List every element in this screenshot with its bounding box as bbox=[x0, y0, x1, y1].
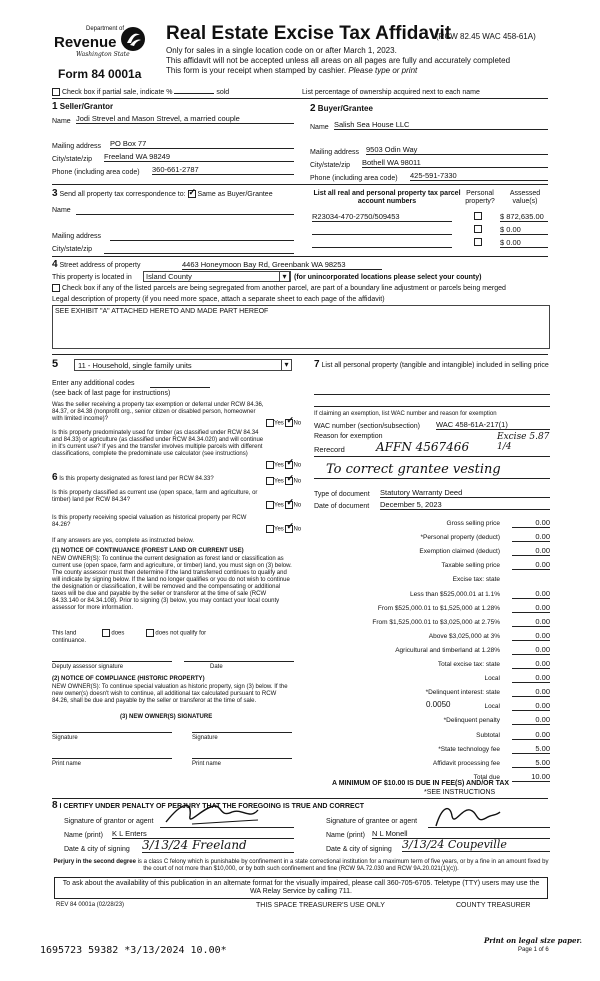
tax-row-label: From $525,000.01 to $1,525,000 at 1.28% bbox=[377, 604, 500, 612]
seller-phone-label: Phone (including area code) bbox=[52, 169, 140, 176]
perjury-bold: Perjury in the second degree bbox=[53, 859, 136, 865]
buyer-mail-field[interactable]: 9503 Odin Way bbox=[366, 145, 548, 155]
sec6-q2-no-checkbox[interactable] bbox=[285, 501, 293, 509]
sec6-q2-answers bbox=[266, 501, 301, 510]
county-select-value: Island County bbox=[146, 272, 192, 281]
notice1-body: NEW OWNER(S): To continue the current designation as forest land or classification as current use (open space, farm and agriculture, or timber) land, you must sign on (3) below. The county assessor must then determine if the land transferred continues to qualify and will indicate by signing below. If the land no longer qualifies or you do not wish to continue the designation or classification, it will be removed and the compensating or additional taxes will be due and payable by the seller or transferor at the time of sale (RCW 84.33.140 or 84.34.108). Prior to signing (3) below, you may contact your local county assessor for more information. bbox=[52, 556, 292, 611]
buyer-city-field[interactable]: Bothell WA 98011 bbox=[362, 158, 548, 168]
does-not-checkbox[interactable] bbox=[146, 629, 154, 637]
list-percentage-note: List percentage of ownership acquired next to each name bbox=[302, 89, 480, 96]
owner-signature-label-2: Signature bbox=[192, 735, 218, 741]
owner-signature-label-1: Signature bbox=[52, 735, 78, 741]
tax-row-label: *Delinquent interest: state bbox=[425, 689, 500, 697]
sec6-q3-answers bbox=[266, 525, 301, 534]
buyer-heading-no: 2 bbox=[310, 103, 316, 114]
sec7-heading bbox=[314, 361, 550, 370]
buyer-heading-text: Buyer/Grantee bbox=[317, 104, 373, 113]
tax-row-value[interactable]: 0.00 bbox=[512, 560, 550, 570]
sec4-street-label: Street address of property bbox=[59, 262, 141, 269]
yes-label: Yes bbox=[274, 526, 284, 533]
parcel-col-assessed: Assessed value(s) bbox=[509, 190, 541, 205]
header-line3-italic: Please type or print bbox=[348, 66, 418, 75]
no-label: No bbox=[293, 526, 302, 533]
tax-row-value[interactable]: 0.00 bbox=[512, 518, 550, 528]
legal-description-label: Legal description of property (if you need more space, attach a separate sheet to each page of the affidavit) bbox=[52, 296, 385, 303]
parcel-account-1[interactable] bbox=[312, 225, 452, 235]
buyer-phone-label: Phone (including area code) bbox=[310, 175, 398, 182]
legal-paper-note: Print on legal size paper. bbox=[484, 936, 582, 945]
land-use-select[interactable] bbox=[74, 359, 292, 371]
sec5-q2: Is this property predominately used for timber (as classified under RCW 84.34 and 84.33) or agriculture (as classified under RCW 84.34.020) and will continue in it's current use? If yes and the transfer involves multiple parcels with different classifications, complete the predominate use calculator (see instructions) bbox=[52, 430, 264, 457]
tax-row-value[interactable]: 0.00 bbox=[512, 673, 550, 683]
sec3-city-label: City/state/zip bbox=[52, 246, 93, 253]
tax-row-label: From $1,525,000.01 to $3,025,000 at 2.75% bbox=[372, 618, 500, 626]
personal-property-field-1[interactable] bbox=[314, 386, 550, 395]
grantee-date-label: Date & city of signing bbox=[326, 846, 392, 853]
owner-print-name-label-2: Print name bbox=[192, 761, 222, 767]
sec4-no: 4 bbox=[52, 259, 58, 270]
unincorporated-note: (for unincorporated locations please select your county) bbox=[294, 274, 482, 281]
tax-row-value[interactable]: 0.00 bbox=[512, 532, 550, 542]
does-checkbox[interactable] bbox=[102, 629, 110, 637]
sec6-q2: Is this property classified as current use (open space, farm and agriculture, or timber) land per RCW 84.34? bbox=[52, 490, 258, 503]
tax-row-value[interactable]: 0.00 bbox=[512, 715, 550, 725]
minimum-due-note: A MINIMUM OF $10.00 IS DUE IN FEE(S) AND/OR TAX bbox=[332, 780, 510, 787]
sec3-name-label: Name bbox=[52, 207, 71, 214]
dept-line3: Washington State bbox=[76, 51, 130, 58]
sec6-q1-row bbox=[52, 474, 264, 483]
sec6-if-yes: If any answers are yes, complete as instructed below. bbox=[52, 538, 195, 544]
grantee-signature-label: Signature of grantee or agent bbox=[326, 818, 418, 825]
dept-line2: Revenue bbox=[54, 34, 117, 51]
sec5-no: 5 bbox=[52, 358, 59, 370]
sec5-q1-no-checkbox[interactable] bbox=[285, 419, 293, 427]
alt-format-box bbox=[54, 877, 548, 899]
form-number: Form 84 0001a bbox=[58, 67, 142, 81]
partial-sale-sold: sold bbox=[216, 88, 230, 96]
revision-label: REV 84 0001a (02/28/23) bbox=[56, 902, 125, 908]
perjury-text: is a class C felony which is punishable by confinement in a state correctional institution for a maximum term of five years, or by a fine in an amount fixed by the court of not more than $10,000, or by both such confinement and fine (RCW 9A.72.030 and RCW 9A.20.021(1)(c)). bbox=[137, 859, 549, 872]
tax-row-label: *State technology fee bbox=[438, 745, 500, 753]
sec3-name-field[interactable] bbox=[76, 204, 294, 215]
sec6-q3-no-checkbox[interactable] bbox=[285, 525, 293, 533]
sec5-q2-answers bbox=[266, 461, 301, 470]
grantee-signature[interactable] bbox=[432, 800, 502, 830]
sec6-q2-yes-checkbox[interactable] bbox=[266, 501, 274, 509]
tax-row-value[interactable]: 0.00 bbox=[512, 589, 550, 599]
seller-heading bbox=[52, 102, 113, 111]
seller-name-label: Name bbox=[52, 118, 71, 125]
see-back-note: (see back of last page for instructions) bbox=[52, 390, 171, 397]
header-line2: This affidavit will not be accepted unless all areas on all pages are fully and accurately completed bbox=[166, 56, 511, 65]
parcel-personal-checkbox-2[interactable] bbox=[474, 238, 482, 246]
reason-field[interactable]: Rerecord bbox=[314, 445, 345, 454]
tax-row-label: Local bbox=[484, 703, 500, 711]
same-as-buyer-checkbox[interactable] bbox=[188, 190, 196, 198]
tax-row-label: Less than $525,000.01 at 1.1% bbox=[410, 590, 500, 598]
seller-name-field[interactable]: Jodi Strevel and Mason Strevel, a married couple bbox=[76, 114, 294, 124]
seller-city-label: City/state/zip bbox=[52, 156, 93, 163]
sec6-q3: Is this property receiving special valuation as historical property per RCW 84.26? bbox=[52, 515, 247, 528]
perjury-notice bbox=[52, 859, 550, 873]
notice3-title: (3) NEW OWNER(S) SIGNATURE bbox=[120, 714, 213, 720]
sec6-q1-yes-checkbox[interactable] bbox=[266, 477, 274, 485]
sec7-no: 7 bbox=[314, 359, 320, 370]
grantor-date-label: Date & city of signing bbox=[64, 846, 130, 853]
tax-row-label: Exemption claimed (deduct) bbox=[419, 548, 500, 556]
segregate-row bbox=[52, 284, 552, 293]
tax-row-value[interactable]: 5.00 bbox=[512, 758, 550, 768]
does-label: does bbox=[111, 630, 125, 637]
header-line3-text: This form is your receipt when stamped by cashier. bbox=[166, 66, 347, 75]
yes-label: Yes bbox=[274, 502, 284, 509]
treasurer-use-label: THIS SPACE TREASURER'S USE ONLY bbox=[256, 902, 385, 909]
sec3-mail-field[interactable] bbox=[110, 230, 294, 241]
tax-row-label: *Delinquent penalty bbox=[443, 717, 500, 725]
grantor-signature[interactable] bbox=[162, 798, 262, 828]
tax-row-label: Taxable selling price bbox=[441, 562, 500, 570]
segregate-label: Check box if any of the listed parcels are being segregated from another parcel, are part of a boundary line adjustment or parcels being merged bbox=[61, 284, 506, 292]
tax-row-value[interactable]: 0.00 bbox=[512, 659, 550, 669]
tax-row-label: Affidavit processing fee bbox=[432, 759, 500, 767]
no-label: No bbox=[293, 420, 302, 427]
land-use-select-value: 11 - Household, single family units bbox=[78, 361, 192, 370]
sec3-no: 3 bbox=[52, 188, 58, 199]
handwritten-excise: Excise 5.87 1/4 bbox=[497, 432, 550, 452]
grantor-name-field[interactable]: K L Enters bbox=[112, 829, 294, 839]
sec3-city-field[interactable] bbox=[104, 243, 294, 254]
land-use-dropdown-icon[interactable]: ▾ bbox=[281, 359, 292, 371]
segregate-checkbox[interactable] bbox=[52, 284, 60, 292]
local-rate-value: 0.0050 bbox=[426, 700, 451, 709]
seller-mail-field[interactable]: PO Box 77 bbox=[110, 139, 294, 149]
reason-label: Reason for exemption bbox=[314, 433, 383, 440]
sec6-q3-yes-checkbox[interactable] bbox=[266, 525, 274, 533]
handwritten-correction: To correct grantee vesting bbox=[326, 462, 501, 477]
handwritten-affn: AFFN 4567466 bbox=[376, 440, 470, 454]
no-label: No bbox=[293, 462, 302, 469]
dor-emblem-icon bbox=[120, 26, 146, 52]
notice2-body: NEW OWNER(S): To continue special valuation as historic property, sign (3) below. If the new owner(s) doesn't wish to continue, all additional tax calculated pursuant to RCW 84.26, shall be due and payable by the seller or transferor at the time of sale. bbox=[52, 684, 288, 704]
buyer-name-label: Name bbox=[310, 124, 329, 131]
buyer-name-field[interactable]: Salish Sea House LLC bbox=[334, 120, 548, 130]
continuance-label: continuance. bbox=[52, 638, 87, 644]
grantor-signature-label: Signature of grantor or agent bbox=[64, 818, 154, 825]
alt-format-text: To ask about the availability of this publication in an alternate format for the visually impaired, please call 360-705-6705. Teletype (TTY) users may use the WA Relay Service by calling 711. bbox=[62, 880, 540, 895]
seller-city-field[interactable]: Freeland WA 98249 bbox=[104, 152, 294, 162]
buyer-mail-label: Mailing address bbox=[310, 149, 360, 156]
sec8-no: 8 bbox=[52, 800, 58, 811]
sec7-text: List all personal property (tangible and intangible) included in selling price bbox=[321, 362, 549, 369]
seller-mail-label: Mailing address bbox=[52, 143, 102, 150]
county-treasurer-label: COUNTY TREASURER bbox=[456, 902, 531, 909]
street-address-field[interactable]: 4463 Honeymoon Bay Rd, Greenbank WA 98253 bbox=[182, 260, 382, 270]
tax-row-value[interactable]: 0.00 bbox=[512, 603, 550, 613]
no-label: No bbox=[293, 478, 302, 485]
parcel-account-0[interactable]: R23034-470-2750/509453 bbox=[312, 212, 452, 222]
county-dropdown-icon[interactable]: ▾ bbox=[279, 271, 290, 282]
tax-row-label: Agricultural and timberland at 1.28% bbox=[395, 646, 500, 654]
dept-line1: Department of bbox=[86, 26, 125, 32]
sec3-text: Send all property tax correspondence to: bbox=[59, 191, 186, 198]
see-instructions-note: *SEE INSTRUCTIONS bbox=[424, 789, 496, 796]
legal-description-field[interactable] bbox=[52, 305, 550, 349]
tax-row-value[interactable]: 0.00 bbox=[512, 631, 550, 641]
tax-row-label: Total due bbox=[473, 773, 500, 781]
header-line3 bbox=[166, 66, 417, 75]
additional-codes-field[interactable] bbox=[150, 378, 210, 388]
form-title: Real Estate Excise Tax Affidavit bbox=[166, 23, 452, 44]
yes-label: Yes bbox=[274, 478, 284, 485]
sec5-q1-answers bbox=[266, 419, 301, 428]
partial-sale-label: Check box if partial sale, indicate % bbox=[61, 88, 173, 96]
seller-heading-no: 1 bbox=[52, 101, 58, 112]
parcel-col-account: List all real and personal property tax parcel account numbers bbox=[313, 190, 461, 205]
owner-print-name-label-1: Print name bbox=[52, 761, 82, 767]
tax-row-value[interactable]: 5.00 bbox=[512, 744, 550, 754]
parcel-col-personal: Personal property? bbox=[465, 190, 495, 205]
grantee-name-field[interactable]: N L Monell bbox=[372, 829, 550, 839]
tax-row-value[interactable]: 0.00 bbox=[512, 546, 550, 556]
deputy-signature-label: Deputy assessor signature bbox=[52, 664, 124, 670]
recording-stamp: 1695723 59382 *3/13/2024 10.00* bbox=[40, 945, 227, 956]
doc-date-label: Date of document bbox=[314, 503, 370, 510]
legal-description-text: SEE EXHIBIT "A" ATTACHED HERETO AND MADE PART HEREOF bbox=[55, 308, 269, 315]
certify-text: I CERTIFY UNDER PENALTY OF PERJURY THAT THE FOREGOING IS TRUE AND CORRECT bbox=[59, 803, 365, 810]
tax-row-label: Local bbox=[484, 675, 500, 683]
continuance-row bbox=[52, 629, 206, 638]
tax-row-value[interactable]: 0.00 bbox=[512, 645, 550, 655]
sec3-mail-label: Mailing address bbox=[52, 233, 102, 240]
tax-row-value[interactable]: 10.00 bbox=[512, 772, 550, 782]
county-select[interactable] bbox=[143, 271, 291, 282]
deputy-date-label: Date bbox=[210, 664, 223, 670]
tax-row-label: Subtotal bbox=[476, 731, 500, 739]
no-label: No bbox=[293, 502, 302, 509]
tax-row-value[interactable]: 0.00 bbox=[512, 701, 550, 711]
sec5-q1-yes-checkbox[interactable] bbox=[266, 419, 274, 427]
sec6-q1: Is this property designated as forest land per RCW 84.33? bbox=[59, 476, 214, 482]
buyer-phone-field[interactable]: 425-591-7330 bbox=[410, 171, 548, 181]
sec5-q1: Was the seller receiving a property tax exemption or deferral under RCW 84.36, 84.37, or 84.38 (nonprofit org., senior citizen or disabled person, homeowner with limited income)? bbox=[52, 402, 264, 422]
personal-property-field-2[interactable] bbox=[314, 398, 550, 407]
sec3-same: Same as Buyer/Grantee bbox=[197, 191, 273, 198]
does-not-label: does not qualify for bbox=[155, 630, 207, 637]
partial-sale-checkbox[interactable] bbox=[52, 88, 60, 96]
grantor-name-label: Name (print) bbox=[64, 832, 103, 839]
located-in-label: This property is located in bbox=[52, 274, 132, 281]
tax-row-label: Excise tax: state bbox=[452, 576, 500, 584]
sec6-q1-answers bbox=[266, 477, 301, 486]
parcel-personal-checkbox-1[interactable] bbox=[474, 225, 482, 233]
tax-row-label: Total excise tax: state bbox=[437, 661, 500, 668]
seller-phone-field[interactable]: 360-661-2787 bbox=[152, 165, 294, 175]
page-number: Page 1 of 6 bbox=[518, 947, 549, 953]
form-citation: (RCW 82.45 WAC 458-61A) bbox=[436, 32, 536, 41]
grantee-date-field[interactable]: 3/13/24 Coupeville bbox=[402, 838, 550, 852]
sec6-q1-no-checkbox[interactable] bbox=[285, 477, 293, 485]
tax-row-label: Above $3,025,000 at 3% bbox=[428, 632, 500, 640]
sec5-q2-yes-checkbox[interactable] bbox=[266, 461, 274, 469]
tax-row-label: *Personal property (deduct) bbox=[420, 534, 500, 542]
doc-date-field[interactable]: December 5, 2023 bbox=[380, 500, 550, 510]
tax-row-label: Gross selling price bbox=[446, 520, 500, 527]
tax-row-value[interactable]: 0.00 bbox=[512, 617, 550, 627]
sec6-no: 6 bbox=[52, 472, 58, 483]
exemption-claim-note: If claiming an exemption, list WAC number and reason for exemption bbox=[314, 411, 497, 417]
partial-sale-row bbox=[52, 88, 229, 97]
parcel-value-2[interactable]: $ 0.00 bbox=[500, 238, 548, 248]
buyer-city-label: City/state/zip bbox=[310, 162, 351, 169]
header-line1: Only for sales in a single location code on or after March 1, 2023. bbox=[166, 46, 397, 55]
yes-label: Yes bbox=[274, 420, 284, 427]
dor-logo bbox=[52, 24, 152, 70]
additional-codes-label: Enter any additional codes bbox=[52, 380, 135, 387]
grantee-name-label: Name (print) bbox=[326, 832, 365, 839]
seller-heading-text: Seller/Grantor bbox=[59, 102, 114, 111]
sec4-street-row bbox=[52, 261, 140, 270]
wac-label: WAC number (section/subsection) bbox=[314, 423, 420, 430]
tax-row-value[interactable]: 0.00 bbox=[512, 687, 550, 697]
buyer-heading bbox=[310, 104, 373, 113]
wac-field[interactable]: WAC 458-61A-217(1) bbox=[436, 420, 550, 430]
tax-row-value[interactable]: 0.00 bbox=[512, 730, 550, 740]
notice2-title: (2) NOTICE OF COMPLIANCE (HISTORIC PROPERTY) bbox=[52, 676, 205, 682]
sec3-heading bbox=[52, 190, 273, 199]
yes-label: Yes bbox=[274, 462, 284, 469]
doc-type-field[interactable]: Statutory Warranty Deed bbox=[380, 488, 550, 498]
parcel-value-0[interactable]: $ 872,635.00 bbox=[500, 212, 548, 222]
notice1-title: (1) NOTICE OF CONTINUANCE (FOREST LAND OR CURRENT USE) bbox=[52, 548, 244, 554]
sec5-q2-no-checkbox[interactable] bbox=[285, 461, 293, 469]
parcel-value-1[interactable]: $ 0.00 bbox=[500, 225, 548, 235]
parcel-personal-checkbox-0[interactable] bbox=[474, 212, 482, 220]
this-land-label: This land bbox=[52, 630, 77, 637]
doc-type-label: Type of document bbox=[314, 491, 370, 498]
grantor-date-field[interactable]: 3/13/24 Freeland bbox=[142, 838, 294, 853]
parcel-account-2[interactable] bbox=[312, 238, 452, 248]
